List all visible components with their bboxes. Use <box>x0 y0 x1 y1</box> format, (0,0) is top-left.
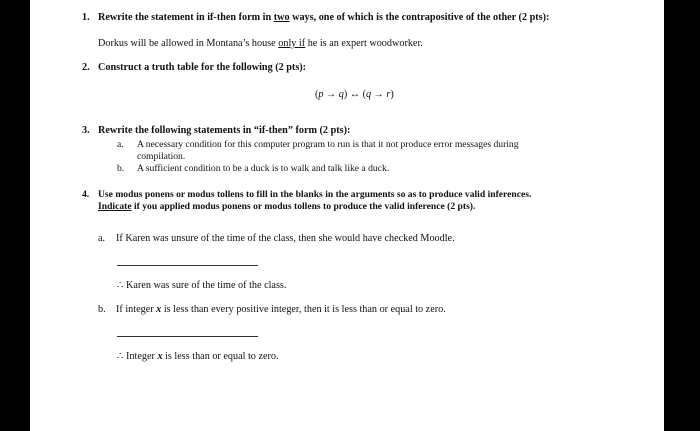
q1-number: 1. <box>82 12 90 23</box>
q3-item-b-text: A sufficient condition to be a duck is to walk and talk like a duck. <box>137 163 390 174</box>
q2-number: 2. <box>82 62 90 73</box>
q4b-answer-blank[interactable] <box>117 336 258 337</box>
q1-statement: Dorkus will be allowed in Montana’s house only if he is an expert woodworker. <box>98 38 423 49</box>
q4a-conclusion: ∴ Karen was sure of the time of the class. <box>117 280 287 291</box>
q4a-answer-blank[interactable] <box>117 265 258 266</box>
q4b-label: b. <box>98 304 106 315</box>
q3-item-a-label: a. <box>117 139 124 150</box>
q3-number: 3. <box>82 125 90 136</box>
q4-emphasis-indicate: Indicate <box>98 201 132 212</box>
q3-item-a-text: A necessary condition for this computer program to run is that it not produce error messages during <box>137 139 519 150</box>
therefore-symbol: ∴ <box>117 351 124 362</box>
q4b-conclusion: ∴ Integer x is less than or equal to zero. <box>117 351 279 362</box>
worksheet-page <box>30 0 664 431</box>
q4-prompt-line2: Indicate if you applied modus ponens or modus tollens to produce the valid inference (2 pts). <box>98 201 476 212</box>
q3-item-a-text-cont: compilation. <box>137 151 186 162</box>
q1-emphasis-two: two <box>273 12 290 23</box>
q4b-premise: If integer x is less than every positive integer, then it is less than or equal to zero. <box>116 304 446 315</box>
q1-emphasis-only-if: only if <box>278 38 306 49</box>
q1-prompt: Rewrite the statement in if-then form in two ways, one of which is the contrapositive of the other (2 pts): <box>98 12 550 23</box>
q3-item-b-label: b. <box>117 163 125 174</box>
q2-prompt: Construct a truth table for the following (2 pts): <box>98 62 307 73</box>
therefore-symbol: ∴ <box>117 280 124 291</box>
q2-formula: (p → q) ↔ (q → r) <box>315 89 394 100</box>
q4-prompt-line1: Use modus ponens or modus tollens to fill in the blanks in the arguments so as to produce valid inferences. <box>98 189 532 200</box>
q3-prompt: Rewrite the following statements in “if-then” form (2 pts): <box>98 125 351 136</box>
q4a-label: a. <box>98 233 106 244</box>
q4a-premise: If Karen was unsure of the time of the class, then she would have checked Moodle. <box>116 233 455 244</box>
q4-number: 4. <box>82 189 90 200</box>
